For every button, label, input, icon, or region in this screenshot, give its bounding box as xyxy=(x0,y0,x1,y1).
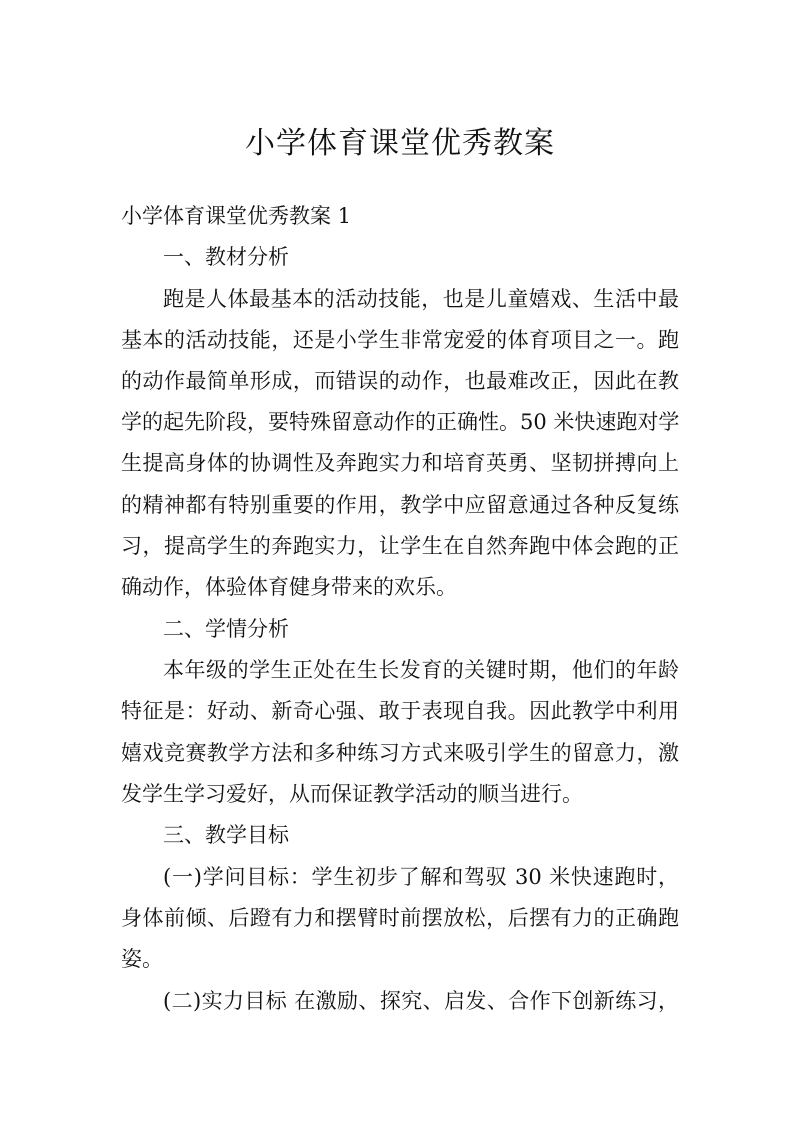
paragraph-line: 的精神都有特别重要的作用，教学中应留意通过各种反复练 xyxy=(121,493,679,517)
paragraph-line: 发学生学习爱好，从而保证教学活动的顺当进行。 xyxy=(121,782,583,806)
paragraph-line: 习，提高学生的奔跑实力，让学生在自然奔跑中体会跑的正 xyxy=(121,534,679,558)
document-subtitle: 小学体育课堂优秀教案 1 xyxy=(121,204,352,228)
paragraph-line: 特征是：好动、新奇心强、敢于表现自我。因此教学中利用 xyxy=(121,699,679,723)
paragraph-line: 生提高身体的协调性及奔跑实力和培育英勇、坚韧拼搏向上 xyxy=(121,451,679,475)
paragraph-line: 本年级的学生正处在生长发育的关键时期，他们的年龄 xyxy=(163,658,679,682)
paragraph-line: (一)学问目标：学生初步了解和驾驭 30 米快速跑时， xyxy=(163,865,679,889)
paragraph-line: 姿。 xyxy=(121,947,163,971)
paragraph-line: 基本的活动技能，还是小学生非常宠爱的体育项目之一。跑 xyxy=(121,328,679,352)
paragraph-line: 确动作，体验体育健身带来的欢乐。 xyxy=(121,575,457,599)
paragraph-line: 身体前倾、后蹬有力和摆臂时前摆放松，后摆有力的正确跑 xyxy=(121,906,679,930)
section-heading-1: 一、教材分析 xyxy=(163,245,289,269)
paragraph-line: 学的起先阶段，要特殊留意动作的正确性。50 米快速跑对学 xyxy=(121,410,680,434)
document-title: 小学体育课堂优秀教案 xyxy=(245,126,555,161)
section-heading-2: 二、学情分析 xyxy=(163,617,289,641)
paragraph-line: 跑是人体最基本的活动技能，也是儿童嬉戏、生活中最 xyxy=(163,287,679,311)
paragraph-line: 的动作最简单形成，而错误的动作，也最难改正，因此在教 xyxy=(121,369,679,393)
section-heading-3: 三、教学目标 xyxy=(163,823,289,847)
paragraph-line: 嬉戏竞赛教学方法和多种练习方式来吸引学生的留意力，激 xyxy=(121,741,679,765)
paragraph-line: (二)实力目标 在激励、探究、启发、合作下创新练习， xyxy=(163,989,679,1013)
